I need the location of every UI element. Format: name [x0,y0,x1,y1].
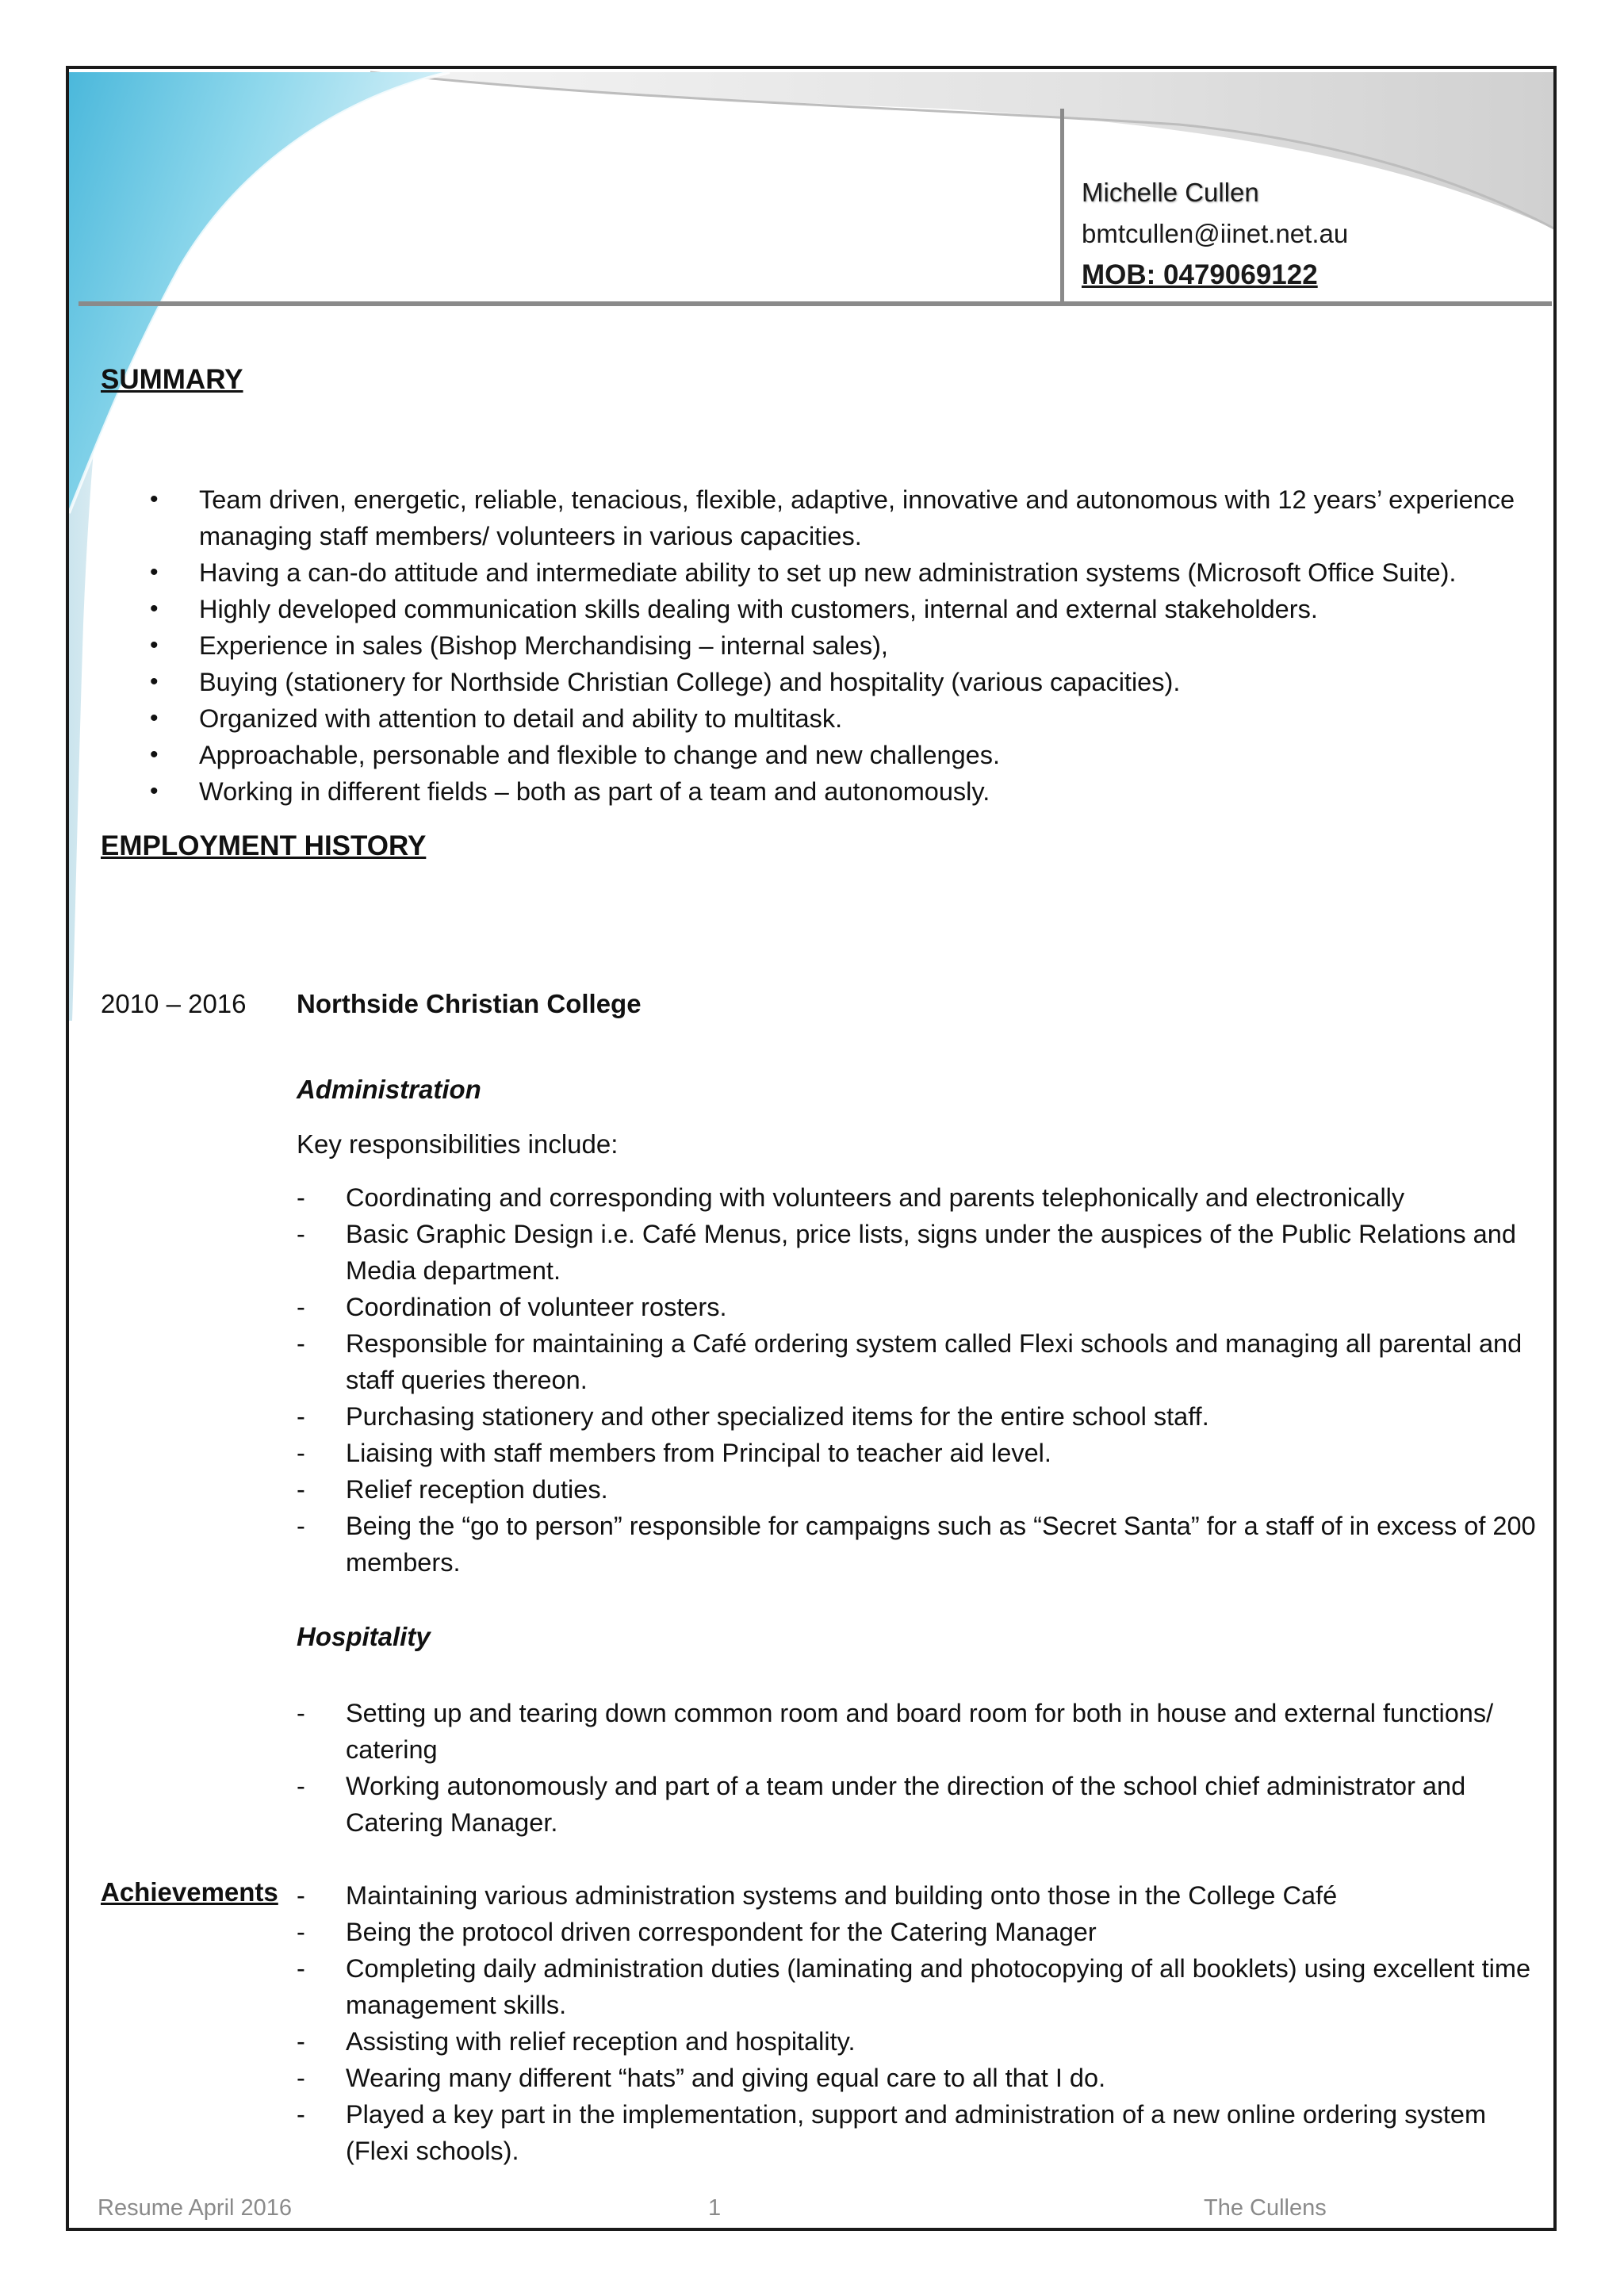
list-item: - Setting up and tearing down common room and board room for both in house and external functions/ catering [297,1695,1542,1768]
list-item: - Coordinating and corresponding with volunteers and parents telephonically and electronically [297,1179,1542,1216]
summary-item: • Organized with attention to detail and ability to multitask. [101,700,1544,737]
candidate-name: Michelle Cullen [1082,178,1259,207]
summary-item: • Buying (stationery for Northside Christian College) and hospitality (various capacities). [101,664,1544,700]
employment-heading: EMPLOYMENT HISTORY [101,830,427,861]
mobile-number: MOB: 0479069122 [1082,259,1318,290]
list-item: - Assisting with relief reception and hospitality. [297,2023,1542,2060]
job-years: 2010 – 2016 [101,989,247,1018]
hospitality-subheading: Hospitality [297,1622,431,1651]
list-item: - Basic Graphic Design i.e. Café Menus, price lists, signs under the auspices of the Public Relations and Media department. [297,1216,1542,1289]
list-item: - Maintaining various administration systems and building onto those in the College Café [297,1877,1542,1914]
list-item: - Coordination of volunteer rosters. [297,1289,1542,1325]
administration-list [297,1179,1542,1581]
list-item: - Played a key part in the implementation, support and administration of a new online ordering system (Flexi schools). [297,2096,1542,2169]
summary-item: • Having a can-do attitude and intermediate ability to set up new administration systems (Microsoft Office Suite). [101,554,1544,591]
list-item: - Relief reception duties. [297,1471,1542,1508]
hospitality-list [297,1695,1542,1841]
responsibilities-intro: Key responsibilities include: [297,1129,619,1159]
header-divider [79,301,1552,306]
achievements-list [297,1877,1542,2169]
summary-item: • Team driven, energetic, reliable, tenacious, flexible, adaptive, innovative and autonomous with 12 years’ experience managing staff members/ volunteers in various capacities. [101,481,1544,554]
list-item: - Responsible for maintaining a Café ordering system called Flexi schools and managing all parental and staff queries thereon. [297,1325,1542,1398]
summary-item: • Experience in sales (Bishop Merchandising – internal sales), [101,627,1544,664]
list-item: - Working autonomously and part of a team under the direction of the school chief administrator and Catering Manager. [297,1768,1542,1841]
administration-subheading: Administration [297,1075,481,1104]
list-item: - Being the protocol driven correspondent for the Catering Manager [297,1914,1542,1950]
summary-item: • Approachable, personable and flexible to change and new challenges. [101,737,1544,773]
list-item: - Purchasing stationery and other specialized items for the entire school staff. [297,1398,1542,1435]
job-company: Northside Christian College [297,989,642,1018]
summary-list [101,481,1544,810]
list-item: - Being the “go to person” responsible for campaigns such as “Secret Santa” for a staff of in excess of 200 members. [297,1508,1542,1581]
list-item: - Liaising with staff members from Principal to teacher aid level. [297,1435,1542,1471]
footer-left: Resume April 2016 [98,2195,293,2221]
summary-item: • Working in different fields – both as part of a team and autonomously. [101,773,1544,810]
summary-item: • Highly developed communication skills dealing with customers, internal and external stakeholders. [101,591,1544,627]
list-item: - Completing daily administration duties (laminating and photocopying of all booklets) using excellent time management skills. [297,1950,1542,2023]
summary-heading: SUMMARY [101,364,243,395]
achievements-label: Achievements [101,1877,278,1907]
header-vertical-rule [1060,109,1064,305]
footer-right: The Cullens [1204,2195,1327,2221]
contact-block [1082,172,1348,296]
list-item: - Wearing many different “hats” and giving equal care to all that I do. [297,2060,1542,2096]
footer-page-number: 1 [708,2195,722,2221]
email-address: bmtcullen@iinet.net.au [1082,219,1349,248]
resume-page [66,66,1557,2231]
